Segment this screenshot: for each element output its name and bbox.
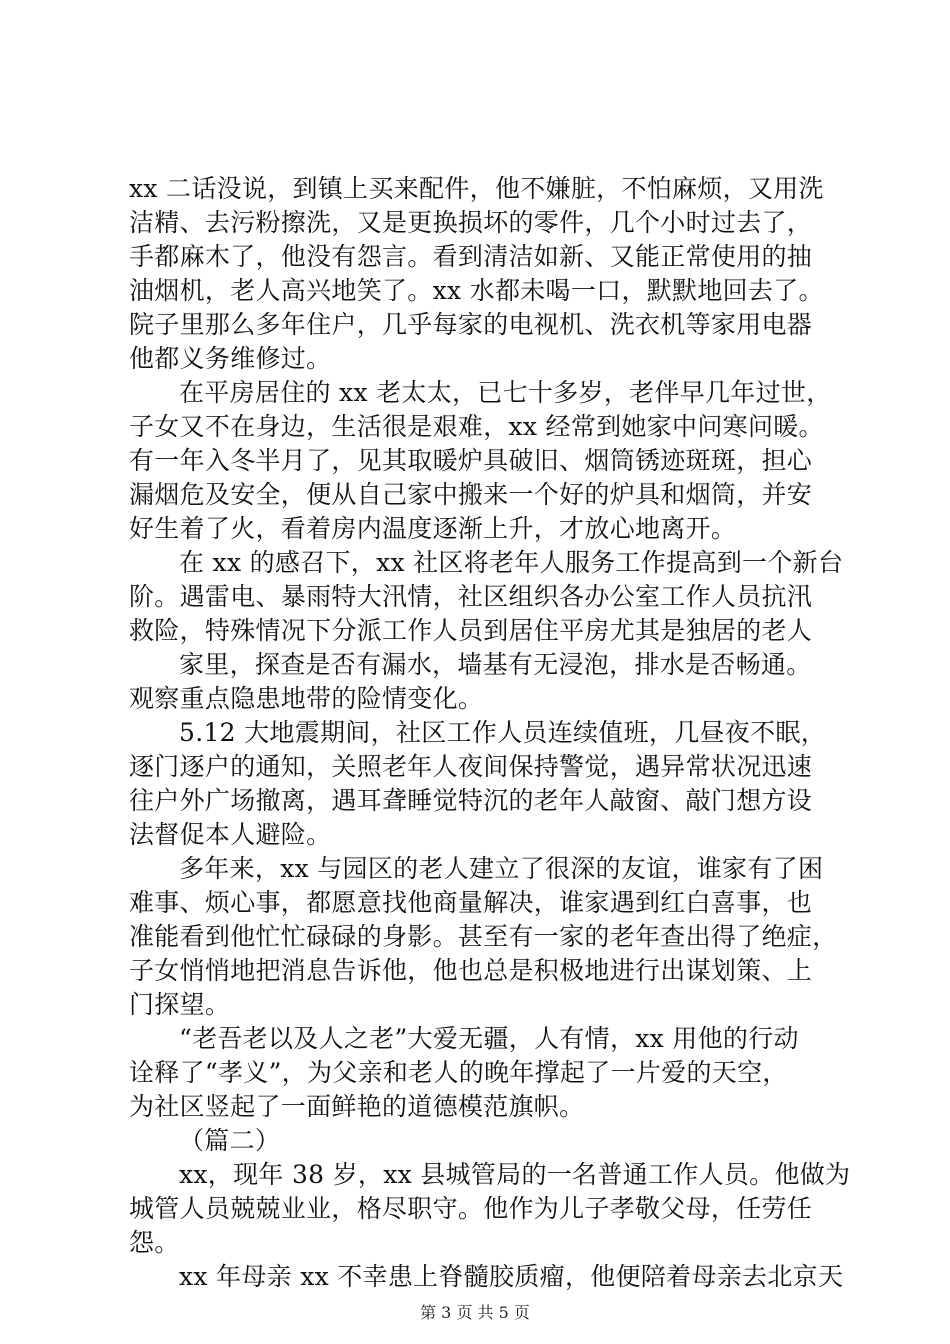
text-line: 为社区竖起了一面鲜艳的道德模范旗帜。 [129,1092,585,1121]
text-line: xx，现年 38 岁，xx 县城管局的一名普通工作人员。他做为 [179,1160,851,1189]
text-line: xx 二话没说，到镇上买来配件，他不嫌脏，不怕麻烦，又用洗 [129,174,824,203]
text-line: 难事、烦心事，都愿意找他商量解决，谁家遇到红白喜事，也 [129,888,813,917]
text-line: 观察重点隐患地带的险情变化。 [129,684,484,713]
text-line: 城管人员兢兢业业，格尽职守。他作为儿子孝敬父母，任劳任 [129,1194,813,1223]
text-line: 漏烟危及安全，便从自己家中搬来一个好的炉具和烟筒，并安 [129,480,813,509]
text-line: 有一年入冬半月了，见其取暖炉具破旧、烟筒锈迹斑斑，担心 [129,446,813,475]
text-line: 准能看到他忙忙碌碌的身影。甚至有一家的老年查出得了绝症， [129,922,838,951]
text-line: 5.12 大地震期间，社区工作人员连续值班，几昼夜不眠， [179,718,827,747]
text-line: 法督促本人避险。 [129,820,332,849]
text-line: 油烟机，老人高兴地笑了。xx 水都未喝一口，默默地回去了。 [129,276,824,305]
text-line: 手都麻木了，他没有怨言。看到清洁如新、又能正常使用的抽 [129,242,813,271]
text-line: 在平房居住的 xx 老太太，已七十多岁，老伴早几年过世， [179,378,832,407]
text-line: 多年来，xx 与园区的老人建立了很深的友谊，谁家有了困 [179,854,824,883]
text-line: 院子里那么多年住户，几乎每家的电视机、洗衣机等家用电器 [129,310,813,339]
text-line: 子女又不在身边，生活很是艰难，xx 经常到她家中问寒问暖。 [129,412,824,441]
text-line: 子女悄悄地把消息告诉他，他也总是积极地进行出谋划策、上 [129,956,813,985]
text-line: 好生着了火，看着房内温度逐渐上升，才放心地离开。 [129,514,737,543]
text-line: “老吾老以及人之老”大爱无疆，人有情，xx 用他的行动 [179,1024,799,1053]
text-line: 家里，探查是否有漏水，墙基有无浸泡，排水是否畅通。 [179,650,812,679]
page-number-footer: 第 3 页 共 5 页 [420,1303,530,1322]
text-line: 怨。 [129,1228,180,1257]
text-line: xx 年母亲 xx 不幸患上脊髓胶质瘤，他便陪着母亲去北京天 [179,1262,844,1291]
text-line: 阶。遇雷电、暴雨特大汛情，社区组织各办公室工作人员抗汛 [129,582,813,611]
text-line: 逐门逐户的通知，关照老年人夜间保持警觉，遇异常状况迅速 [129,752,813,781]
text-line: 在 xx 的感召下，xx 社区将老年人服务工作提高到一个新台 [179,548,844,577]
text-line: 门探望。 [129,990,231,1019]
text-line: 洁精、去污粉擦洗，又是更换损坏的零件，几个小时过去了， [129,208,813,237]
text-line: 往户外广场撤离，遇耳聋睡觉特沉的老年人敲窗、敲门想方设 [129,786,813,815]
text-line: 救险，特殊情况下分派工作人员到居住平房尤其是独居的老人 [129,616,813,645]
text-line: 诠释了“孝义”，为父亲和老人的晚年撑起了一片爱的天空， [129,1058,788,1087]
text-line: 他都义务维修过。 [129,344,332,373]
section-heading: （篇二） [179,1126,281,1155]
